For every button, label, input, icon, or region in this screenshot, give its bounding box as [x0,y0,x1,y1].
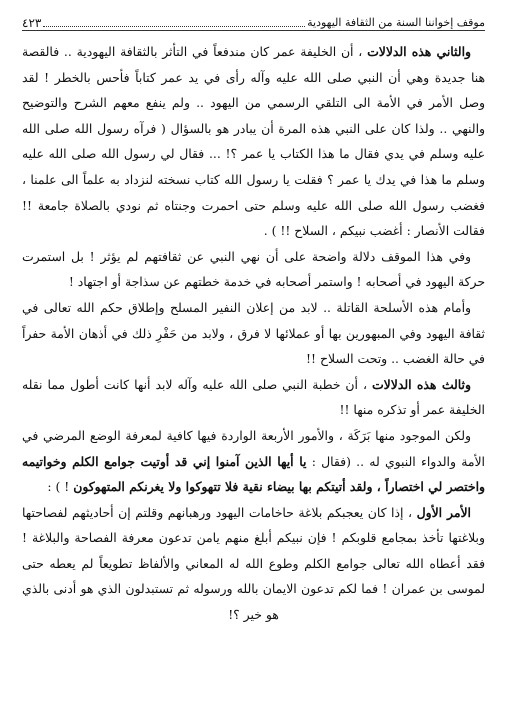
paragraph-text: وأمام هذه الأسلحة القاتلة .. لابد من إعلان النفير المسلح وإطلاق حكم الله تعالى في ثقافة اليهود وفي المبهورين بها أو عملائها لا فرق ، ولابد من حَفْرِ ذلك في أذهان الأمة حفراً في حالة الغضب .. وتحت السلاح !! [22,299,485,367]
paragraph-text: ، أن خطبة النبي صلى الله عليه وآله لابد أنها كانت أطول مما نقله الخليفة عمر أو تذكره منها !! [22,376,485,418]
header-dot-leader [43,26,305,27]
paragraph-text: ، إذا كان يعجبكم بلاغة حاخامات اليهود ورهبانهم وقلتم إن أحاديثهم لفصاحتها وبلاغتها تأخذ بمجامع قلوبكم ! فإن نبيكم أبلغ منهم يامن تدعون معرفة الفصاحة والبلاغة ! فقد أعطاه الله تعالى جوامع الكلم وطوع الله له المعاني والألفاظ تطويعاً لم يعطه حتى لموسى بن عمران ! فما لكم تدعون الايمان بالله ورسوله ثم تستبدلون الذي هو أدنى بالذي هو خير ؟! [22,504,485,623]
paragraph-text: وفي هذا الموقف دلالة واضحة على أن نهي النبي عن ثقافتهم لم يؤثر ! بل استمرت حركة اليهود في أصحابه ! واستمر أصحابه في خدمة خطتهم عن سذاجة أو اجتهاد ! [22,248,485,290]
paragraph-text: ولكن الموجود منها بَرَكَة ، والأمور الأربعة الواردة فيها كافية لمعرفة الوضع المرضي في الأمة والدواء النبوي له .. (فقال : [22,427,485,469]
paragraph-first-matter [22,500,485,628]
paragraph-sermon-quote [22,423,485,500]
page-body [22,39,485,628]
paragraph-text: ، أن الخليفة عمر كان مندفعاً في التأثر بالثقافة اليهودية .. فالقصة هنا جديدة وهي أن النبي صلى الله عليه وآله رأى في يد عمر كتاباً فأحس بالخطر ! لقد وصل الأمر في الأمة الى التلقي الرسمي من اليهود .. ولم ينفع معهم الشرح والتوضيح والنهي .. ولذا كان على النبي هذه المرة أن يبادر هو بالسؤال ( فرآه رسول الله صلى الله عليه وسلم في يدي فقال ما هذا الكتاب يا عمر ؟! ... فقال لي رسول الله صلى الله عليه وسلم ما هذا في يدك يا عمر ؟ فقلت يا رسول الله كتاب نسخته لنزداد به علماً الى علمنا ، فغضب رسول الله صلى الله عليه وسلم حتى احمرت وجنتاه ثم نودي بالصلاة جامعة !! فقالت الأنصار : أغضب نبيكم ، السلاح !! ) . [22,44,485,239]
paragraph-text-tail: ! ) : [47,479,70,495]
paragraph-weapons [22,295,485,372]
paragraph-second-indication [22,39,485,244]
paragraph-lead-bold: والثاني هذه الدلالات [367,44,471,59]
paragraph-stance-indication [22,244,485,295]
running-title: موقف إخواننا السنة من الثقافة اليهودية [307,16,485,29]
hadith-quote-bold: يا أيها الذين آمنوا إني قد أوتيت جوامع الكلم وخواتيمه واختصر لي اختصاراً ، ولقد أتيتكم بها بيضاء نقية فلا تتهوكوا ولا يغرنكم المتهوكون [22,453,485,495]
page-number: ٤٢٣ [22,16,42,30]
paragraph-lead-bold: وثالث هذه الدلالات [372,376,471,392]
page-header [22,8,485,31]
paragraph-third-indication [22,372,485,423]
paragraph-lead-bold: الأمر الأول [416,504,471,520]
